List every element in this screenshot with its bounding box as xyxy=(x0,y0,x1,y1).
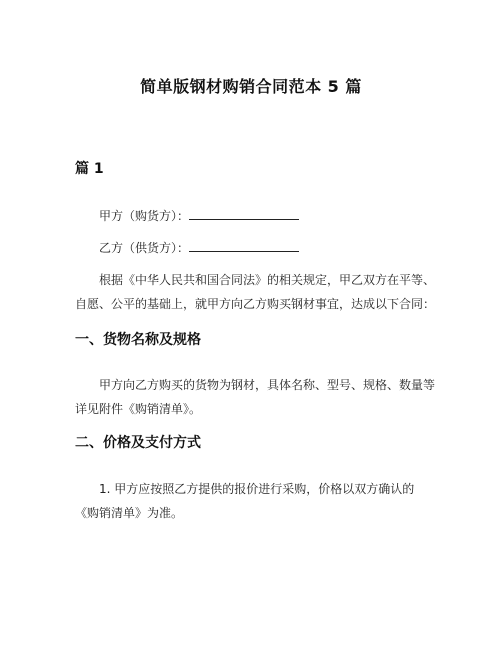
section-1-title: 一、货物名称及规格 xyxy=(75,332,201,348)
section-2-title: 二、价格及支付方式 xyxy=(75,435,201,451)
preamble-paragraph: 根据《中华人民共和国合同法》的相关规定，甲乙双方在平等、自愿、公平的基础上，就甲方向乙方购买钢材事宜，达成以下合同： xyxy=(75,273,436,311)
document-title: 简单版钢材购销合同范本 5 篇 xyxy=(140,77,362,96)
article-heading: 篇 1 xyxy=(75,161,104,177)
party-a-blank xyxy=(189,207,299,220)
section-1-body: 甲方向乙方购买的货物为钢材，具体名称、型号、规格、数量等详见附件《购销清单》。 xyxy=(75,378,436,416)
party-b-field xyxy=(99,238,299,258)
party-a-field xyxy=(99,206,299,226)
party-a-label: 甲方（购货方）： xyxy=(99,209,190,223)
party-b-blank xyxy=(189,239,299,252)
party-b-label: 乙方（供货方）： xyxy=(99,241,190,255)
section-2-item-1: 1. 甲方应按照乙方提供的报价进行采购，价格以双方确认的《购销清单》为准。 xyxy=(75,482,415,520)
